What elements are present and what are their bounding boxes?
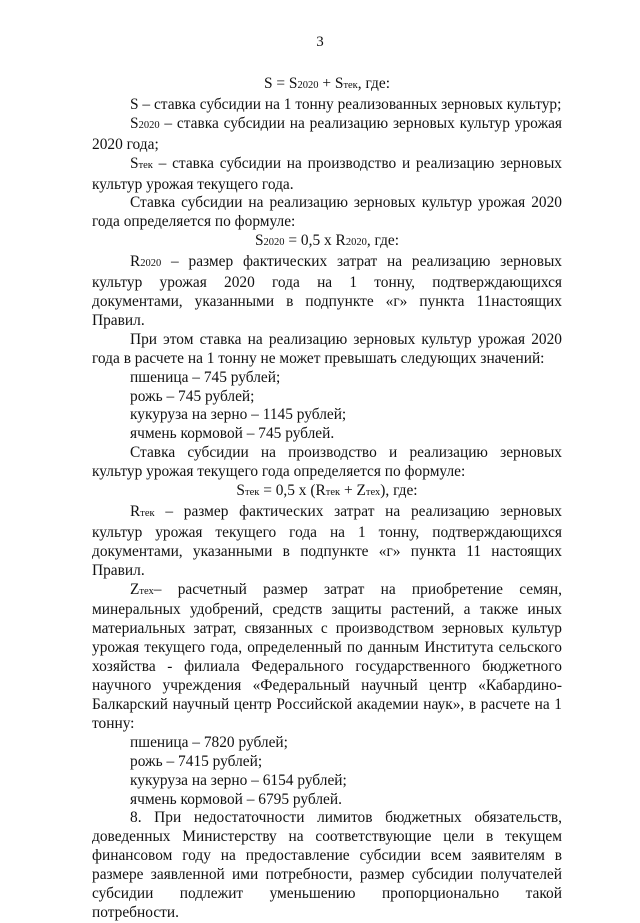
- symbol-r: R: [130, 253, 141, 271]
- list-item: пшеница – 7820 рублей;: [130, 733, 288, 751]
- paragraph-8: 8. При недостаточности лимитов бюджетных обязательств, доведенных Министерству на соответствующие цели в текущем финансовом году на предоставление субсидии всем заявителям в размере заявленной ими потребности, размер субсидии получателей субсидии подлежит уменьшению пропорционально такой потребности.: [92, 809, 562, 921]
- list-item: ячмень кормовой – 745 рублей.: [130, 425, 335, 443]
- definition-s2020: [92, 115, 562, 155]
- formula-term: = 0,5 x R: [284, 232, 346, 250]
- page-number: 3: [316, 34, 324, 50]
- definition-text: – размер фактических затрат на реализацию зерновых культур урожая 2020 года на 1 тонну, подтверждающихся документами, указанными в подпункте «г» пункта 11настоящих Правил.: [92, 253, 562, 329]
- symbol-sub: тех: [139, 585, 154, 597]
- list-item: рожь – 7415 рублей;: [130, 752, 263, 770]
- document-body: [92, 75, 562, 923]
- definition-rtek: [92, 503, 562, 581]
- list-item: кукуруза на зерно – 1145 рублей;: [130, 406, 347, 424]
- formula-main-end: , где:: [357, 75, 390, 92]
- definition-text: – ставка субсидии на реализацию зерновых культур урожая 2020 года;: [92, 114, 562, 153]
- formula-tek: [92, 482, 562, 503]
- formula-main-plus: + S: [318, 75, 344, 92]
- definition-text: – размер фактических затрат на реализацию зерновых культур урожая текущего года на 1 тонну, подтверждающихся документами, указанными в подпункте «г» пункта 11 настоящих Правил.: [92, 502, 562, 579]
- symbol-s: S: [130, 114, 139, 132]
- formula-main: [92, 75, 562, 96]
- symbol-sub: тек: [140, 507, 155, 519]
- formula-main-sub-2020: 2020: [297, 80, 319, 91]
- symbol-r: R: [130, 502, 141, 520]
- formula-sub: 2020: [263, 237, 285, 249]
- formula-sub: 2020: [345, 237, 367, 249]
- formula-term: + Z: [340, 482, 366, 500]
- formula-sub: тек: [325, 487, 341, 499]
- definition-stek: [92, 155, 562, 195]
- list-item: кукуруза на зерно – 6154 рублей;: [130, 771, 347, 789]
- definition-s: S – ставка субсидии на 1 тонну реализованных зерновых культур;: [130, 95, 562, 113]
- formula-main-sub-tek: тек: [343, 80, 358, 91]
- list-item: пшеница – 745 рублей;: [130, 368, 281, 386]
- formula-end: , где:: [366, 232, 400, 250]
- symbol-sub: тек: [138, 159, 153, 171]
- definition-text: – расчетный размер затрат на приобретение семян, минеральных удобрений, средств защиты растений, а также иных материальных затрат, связанных с производством зерновых культур урожая текущего года, определенный по данным Института сельского хозяйства - филиала Федерального государственного бюджетного научного учреждения «Федеральный научный центр «Кабардино-Балкарский научный центр Российской академии наук», в расчете на 1 тонну:: [92, 580, 562, 732]
- definition-r2020: [92, 253, 562, 331]
- formula-term: = 0,5 x (R: [259, 482, 326, 500]
- symbol-sub: 2020: [138, 119, 160, 131]
- definition-text: – ставка субсидии на производство и реализацию зерновых культур урожая текущего года.: [92, 154, 562, 193]
- paragraph-2020-intro: Ставка субсидии на реализацию зерновых культур урожая 2020 года определяется по формуле:: [92, 194, 562, 231]
- symbol-s: S: [130, 154, 139, 172]
- formula-term: S: [254, 232, 264, 250]
- formula-term: S: [236, 482, 245, 500]
- symbol-z: Z: [130, 580, 140, 598]
- list-item: рожь – 745 рублей;: [130, 387, 255, 405]
- list-item: ячмень кормовой – 6795 рублей.: [130, 790, 342, 808]
- formula-sub: тек: [244, 487, 260, 499]
- paragraph-tek-intro: Ставка субсидии на производство и реализацию зерновых культур урожая текущего года определяется по формуле:: [92, 444, 562, 481]
- formula-sub: тех: [365, 487, 381, 499]
- formula-main-s: S = S: [264, 75, 298, 92]
- paragraph-limit: При этом ставка на реализацию зерновых культур урожая 2020 года в расчете на 1 тонну не может превышать следующих значений:: [92, 330, 562, 367]
- formula-2020: [92, 232, 562, 253]
- formula-end: ), где:: [380, 482, 418, 500]
- definition-ztex: [92, 581, 562, 734]
- symbol-sub: 2020: [140, 258, 162, 270]
